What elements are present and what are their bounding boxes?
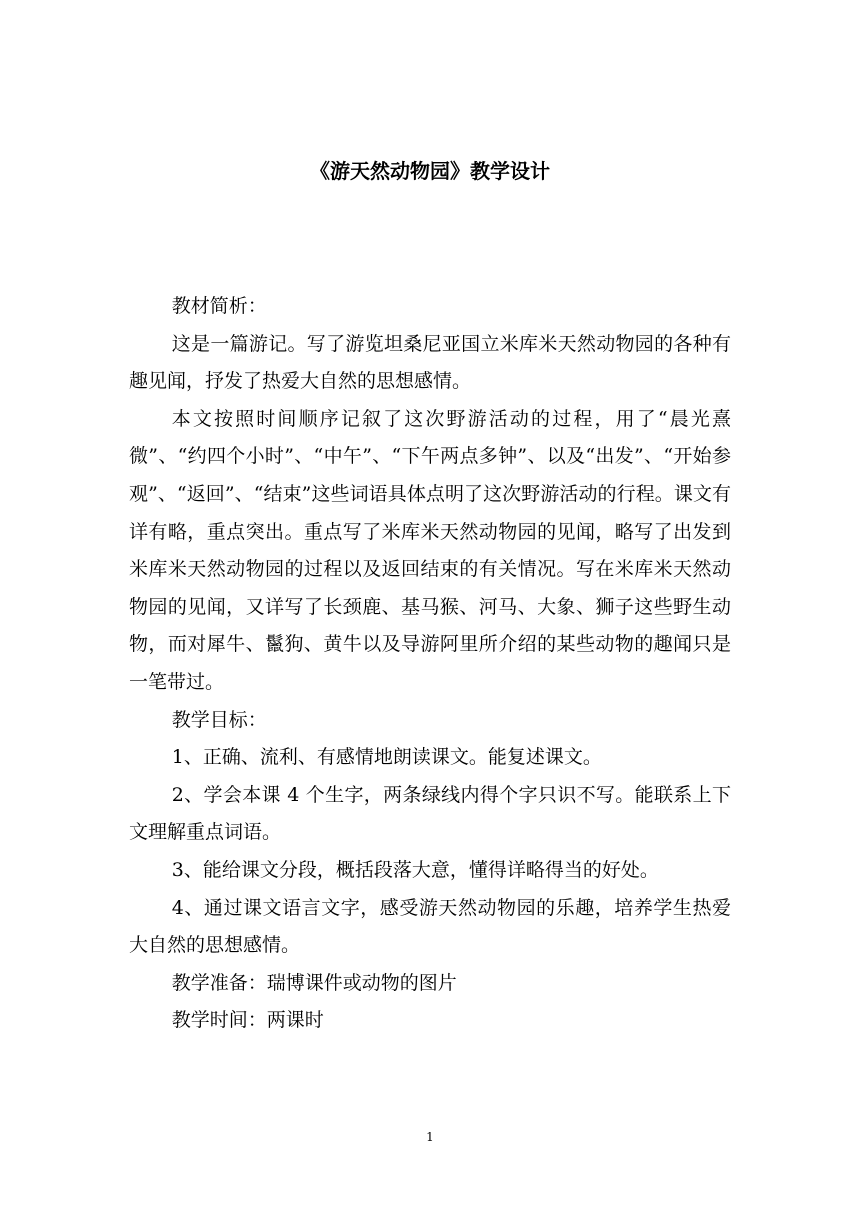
section-heading-teaching-goals: 教学目标： [171,708,267,731]
section-heading-material-analysis: 教材简析： [171,295,267,317]
goal-item-4: 4、通过课文语言文字，感受游天然动物园的乐趣，培养学生热爱大自然的思想感情。 [129,896,731,957]
paragraph-structure: 本文按照时间顺序记叙了这次野游活动的过程，用了“晨光熹微”、“约四个小时”、“中午”、“下午两点多钟”、以及“出发”、“开始参观”、“返回”、“结束”这些词语具体点明了这次野游活动的行程。课文有详有略，重点突出。重点写了米库米天然动物园的见闻，略写了出发到米库米天然动物园的过程以及返回结束的有关情况。写在米库米天然动物园的见闻，又详写了长颈鹿、基马猴、河马、大象、狮子这些野生动物，而对犀牛、鬣狗、黄牛以及导游阿里所介绍的某些动物的趣闻只是一笔带过。 [129,407,731,693]
paragraph-summary: 这是一篇游记。写了游览坦桑尼亚国立米库米天然动物园的各种有趣见闻，抒发了热爱大自然的思想感情。 [129,332,731,393]
teaching-preparation: 教学准备：瑞博课件或动物的图片 [171,971,457,994]
page-number: 1 [426,1130,434,1144]
goal-item-3: 3、能给课文分段，概括段落大意，懂得详略得当的好处。 [171,858,659,881]
teaching-time: 教学时间：两课时 [171,1009,324,1032]
document-body [129,288,731,1040]
goal-item-1: 1、正确、流利、有感情地朗读课文。能复述课文。 [171,746,602,769]
goal-item-2: 2、学会本课 4 个生字，两条绿线内得个字只识不写。能联系上下文理解重点词语。 [129,783,731,844]
document-title: 《游天然动物园》教学设计 [310,159,550,183]
